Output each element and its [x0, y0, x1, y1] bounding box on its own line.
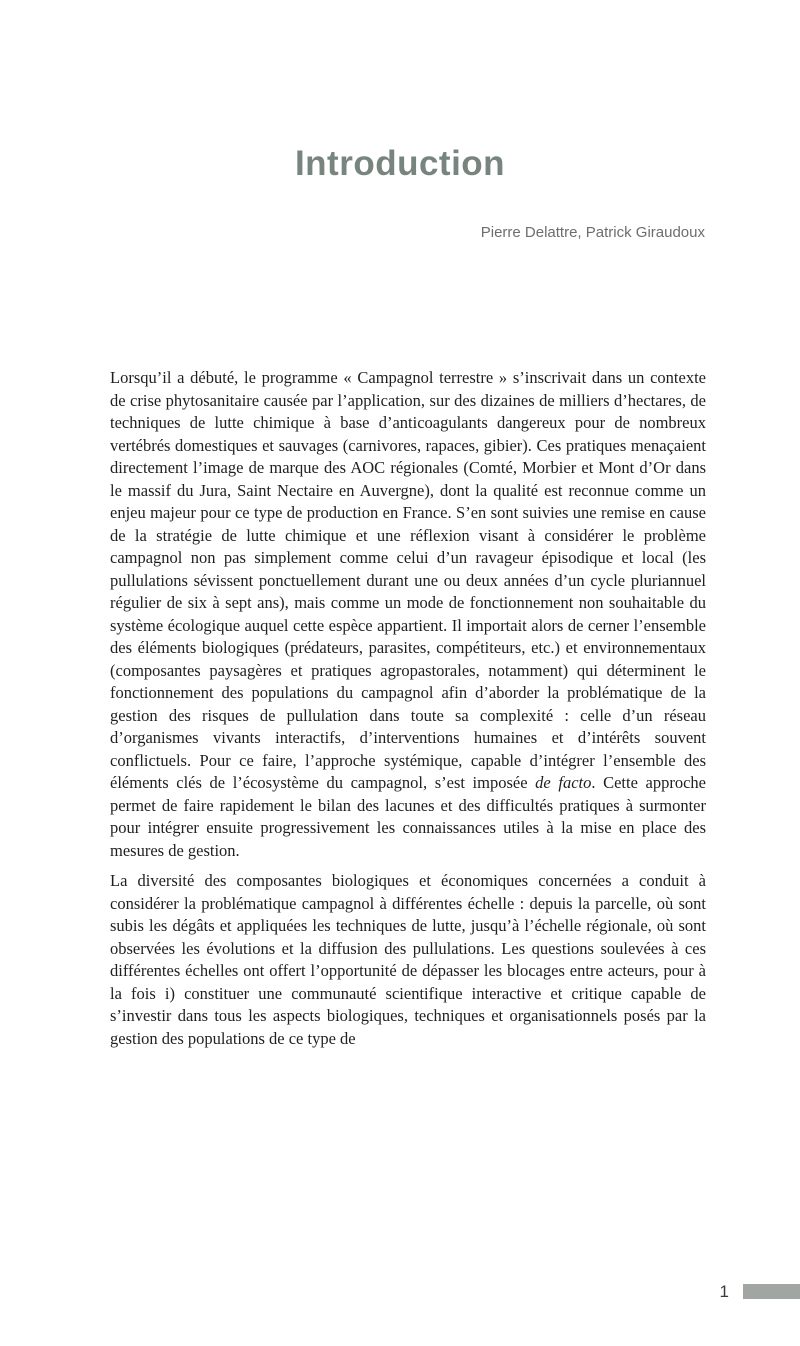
paragraph-text: Lorsqu’il a débuté, le programme « Campagnol terrestre » s’inscrivait dans un contexte de crise phytosanitaire causée par l’application, sur des dizaines de milliers d’hectares, de techniques de lutte chimique à base d’anticoagulants dangereux pour de nombreux vertébrés domestiques et sauvages (carnivores, rapaces, gibier). Ces pratiques menaçaient directement l’image de marque des AOC régionales (Comté, Morbier et Mont d’Or dans le massif du Jura, Saint Nectaire en Auvergne), dont la qualité est reconnue comme un enjeu majeur pour ce type de production en France. S’en sont suivies une remise en cause de la stratégie de lutte chimique et une réflexion visant à considérer le problème campagnol non pas simplement comme celui d’un ravageur épisodique et local (les pullulations sévissent ponctuellement durant une ou deux années d’un cycle pluriannuel régulier de six à sept ans), mais comme un mode de fonctionnement non souhaitable du système écologique auquel cette espèce appartient. Il importait alors de cerner l’ensemble des éléments biologiques (prédateurs, parasites, compétiteurs, etc.) et environnementaux (composantes paysagères et pratiques agropastorales, notamment) qui déterminent le fonctionnement des populations du campagnol afin d’aborder la problématique de la gestion des risques de pullulation dans toute sa complexité : celle d’un réseau d’organismes vivants interactifs, d’interventions humaines et d’intérêts souvent conflictuels. Pour ce faire, l’approche systémique, capable d’intégrer l’ensemble des éléments clés de l’écosystème du campagnol, s’est imposée — [110, 368, 706, 792]
page-number: 1 — [719, 1282, 729, 1301]
chapter-title: Introduction — [294, 144, 506, 183]
paragraph-italic-phrase: de facto — [535, 773, 592, 792]
page-footer — [720, 1284, 800, 1299]
paragraph-text: . Cette approche permet de faire rapidement le bilan des lacunes et des difficultés pratiques à surmonter pour intégrer ensuite progressivement les connaissances utiles à la mise en place des mesures de gestion. — [110, 773, 706, 860]
body-text — [110, 367, 706, 1050]
authors-line: Pierre Delattre, Patrick Giraudoux — [480, 224, 705, 241]
paragraph: La diversité des composantes biologiques et économiques concernées a conduit à considérer la problématique campagnol à différentes échelle : depuis la parcelle, où sont subis les dégâts et appliquées les techniques de lutte, jusqu’à l’échelle régionale, où sont observées les évolutions et la diffusion des pullulations. Les questions soulevées à ces différentes échelles ont offert l’opportunité de dépasser les blocages entre acteurs, pour à la fois i) constituer une communauté scientifique interactive et critique capable de s’investir dans tous les aspects biologiques, techniques et organisationnels posés par la gestion des populations de ce type de — [110, 871, 706, 1048]
book-page — [0, 146, 800, 1346]
paragraph — [110, 367, 706, 862]
page-number-bar — [743, 1284, 800, 1299]
